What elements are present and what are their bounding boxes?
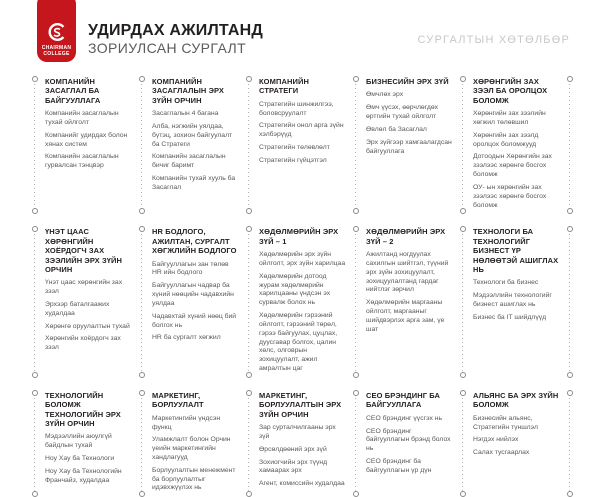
course-card [467, 390, 565, 497]
course-topic: Ноу Хау ба Технологийн Франчайз, худалдаа [45, 467, 122, 484]
column-divider [565, 226, 574, 378]
course-topic: Борлуулалтын менежмент ба борлуулалтыг идэвхжүүлэх нь [152, 466, 236, 492]
course-topic: Бизнесийн альянс, Стратегийн түншлэл [473, 414, 538, 431]
title-line2: ЗОРИУЛСАН СУРГАЛТ [88, 40, 247, 57]
course-topic: HR ба сургалт хөгжил [152, 334, 221, 342]
course-topics [152, 110, 239, 193]
course-topic: Маркетингийн үндсэн функц [152, 414, 221, 431]
course-topic: Хөрөнгийн хоёрдогч зах зээл [45, 335, 121, 352]
course-topic: Байгууллагын зан төлөв HR ийн бодлого [152, 260, 229, 277]
course-title: СЕО БРЭНДИНГ БА БАЙГУУЛЛАГА [366, 390, 440, 410]
course-topic: Технологи ба бизнес [473, 279, 539, 287]
course-topic: СЕО брэндинг ба байгууллагын үр дүн [366, 457, 432, 474]
course-title: ХӨДӨЛМӨРИЙН ЭРХ ЗҮЙ – 2 [366, 227, 446, 246]
course-topic: Өвлөл ба Засаглал [366, 125, 427, 133]
course-topic: Стратегийн төлөвлөлт [259, 144, 330, 152]
course-topic: Стратегийн онол арга зүйн хэлбэрүүд [259, 122, 344, 139]
course-topic: Өмч үүсэх, өөрчлөгдөх өртгийн тухай ойлголт [366, 104, 439, 121]
course-title: ҮНЭТ ЦААС ХӨРӨНГИЙН ХОЁРДОГЧ ЗАХ ЗЭЭЛИЙН ЭРХ ЗҮЙН ОРЧИН [45, 227, 123, 274]
column-divider [244, 76, 253, 214]
chairman-college-logo [37, 0, 76, 62]
course-topic: Компанийг удирдах болон хянах систем [45, 131, 128, 148]
course-topic: Агент, комиссийн худалдаа [259, 480, 345, 488]
course-topics [259, 424, 346, 489]
column-divider [351, 76, 360, 214]
course-card [146, 226, 244, 378]
course-card [146, 390, 244, 497]
course-card [253, 76, 351, 214]
course-topics [366, 251, 453, 334]
course-topics [259, 251, 346, 374]
course-topic: Эрхээр баталгаажих худалдаа [45, 300, 110, 317]
program-label: СУРГАЛТЫН ХӨТӨЛБӨР [417, 34, 570, 46]
course-card [253, 226, 351, 378]
cs-monogram-icon [46, 21, 68, 43]
course-topic: Эрх зүйгээр хамгаалагдсан байгууллага [366, 138, 452, 155]
curriculum-row-3 [30, 390, 574, 497]
course-title: ХӨДӨЛМӨРИЙН ЭРХ ЗҮЙ – 1 [259, 227, 339, 246]
course-topic: Компанийн тухай хууль ба Засаглал [152, 175, 236, 191]
course-topic: Хөрөнгийн зах зээлийн хөгжил төлөвшил [473, 110, 546, 126]
course-topic: Компанийн засаглалын бичиг баримт [152, 153, 226, 170]
course-topic: Хөрөнгө оруулалтын тухай [45, 322, 130, 330]
column-divider [351, 226, 360, 378]
logo-text-line2: COLLEGE [43, 50, 70, 57]
course-topics [45, 279, 132, 353]
course-topic: Алба, нэгжийн уялдаа, бүтэц, зохион байгуулалт ба Стратеги [152, 122, 233, 148]
course-topic: Хөрөнгийн зах зээлд оролцох боломжууд [473, 131, 539, 148]
course-card [360, 76, 458, 214]
course-title: КОМПАНИЙН ЗАСАГЛАЛЫН ЭРХ ЗҮЙН ОРЧИН [152, 77, 224, 105]
column-divider [137, 390, 146, 497]
course-topics [473, 415, 560, 458]
curriculum-grid [0, 72, 600, 497]
column-divider [137, 76, 146, 214]
course-topic: Үнэт цаас хөрөнгийн зах зээл [45, 279, 123, 296]
column-divider [30, 390, 39, 497]
course-topic: Өмчлөх эрх [366, 91, 404, 99]
course-topic: Мэдээллийн технологийг бизнест ашиглах нь [473, 292, 552, 308]
course-topics [259, 101, 346, 166]
course-card [360, 390, 458, 497]
course-card [39, 226, 137, 378]
course-topic: Ажилтанд ногдуулах сахилгын шийтгэл, түүний эрх зүйн зохицуулалт, зохицуулалтанд гардаг нийтлэг зөрчил [366, 251, 449, 294]
course-card [39, 76, 137, 214]
course-topics [152, 415, 239, 494]
course-card [253, 390, 351, 497]
course-topic: Стратегийн гүйцэтгэл [259, 156, 327, 164]
course-topic: Уламжлалт болон Орчин үеийн маркетингийн хандлагууд [152, 436, 231, 461]
course-topic: СЕО брэндинг үүсгэх нь [366, 414, 443, 422]
course-topics [366, 91, 453, 156]
course-topics [473, 279, 560, 322]
course-topic: СЕО брэндинг байгууллагын брэнд болох нь [366, 427, 451, 453]
course-topics [45, 110, 132, 171]
column-divider [458, 226, 467, 378]
course-topic: Зохиогчийн эрх түүнд хамаарах эрх [259, 458, 328, 475]
course-topic: Хөдөлмөрийн гэрээний ойлголт, гэрээний төрөл, гэрээ байгуулах, цуцлах, дуусгавар болгох, цалин хөлс, олговрын зохицуулалт, ажил амралтын цаг [259, 312, 338, 373]
curriculum-row-1 [30, 76, 574, 214]
course-topic: Мэдээллийн аюулгүй байдлын тухай [45, 433, 112, 450]
course-topic: Стратегийн шинжилгээ, боловсруулалт [259, 100, 334, 117]
course-topic: Компанийн засаглалын тухай ойлголт [45, 110, 119, 126]
column-divider [30, 76, 39, 214]
course-topic: Дотоодын Хөрөнгийн зах зээлээс хөрөнгө босгох боломж [473, 153, 552, 179]
column-divider [351, 390, 360, 497]
course-card [39, 390, 137, 497]
course-title: ХӨРӨНГИЙН ЗАХ ЗЭЭЛ БА ОРОЛЦОХ БОЛОМЖ [473, 77, 548, 105]
title-line1: УДИРДАХ АЖИЛТАНД [88, 22, 263, 39]
page-header [0, 0, 600, 72]
course-topic: Ноу Хау ба Технологи [45, 455, 115, 463]
course-topic: Зар сурталчилгааны эрх зүй [259, 424, 336, 440]
course-topic: Хөдөлмөрийн эрх зүйн ойлголт, эрх зүйн харилцаа [259, 251, 346, 267]
course-title: АЛЬЯНС БА ЭРХ ЗҮЙН БОЛОМЖ [473, 390, 559, 410]
course-topics [152, 261, 239, 344]
course-title: HR БОДЛОГО, АЖИЛТАН, СУРГАЛТ ХӨГЖЛИЙН БОДЛОГО [152, 227, 237, 256]
column-divider [458, 76, 467, 214]
course-topics [45, 433, 132, 485]
course-card [467, 226, 565, 378]
course-title: МАРКЕТИНГ, БОРЛУУЛАЛТ [152, 390, 204, 410]
course-title: КОМПАНИЙН ЗАСАГЛАЛ БА БАЙГУУЛЛАГА [45, 77, 101, 105]
course-card [146, 76, 244, 214]
column-divider [458, 390, 467, 497]
course-card [467, 76, 565, 214]
course-topic: Хөдөлмөрийн маргааны ойлголт, маргааныг шийдвэрлэх арга зам, үе шат [366, 299, 445, 333]
course-topic: Чадавхтай хүний нөөц бий болгох нь [152, 312, 237, 329]
column-divider [565, 390, 574, 497]
course-title: МАРКЕТИНГ, БОРЛУУЛАЛТЫН ЭРХ ЗҮЙН ОРЧИН [259, 390, 342, 419]
course-topic: Засаглалын 4 багана [152, 110, 219, 118]
column-divider [244, 390, 253, 497]
course-card [360, 226, 458, 378]
course-topic: Байгууллагын чадвар ба хүний нөөцийн чадавхийн уялдаа [152, 282, 234, 307]
page-title [88, 22, 263, 57]
course-topic: Компанийн засаглалын гурвалсан тэнцвэр [45, 153, 119, 170]
column-divider [30, 226, 39, 378]
course-topic: Хөдөлмөрийн дотоод журам хөдөлмөрийн харилцааны үндсэн эх сурвалж болох нь [259, 272, 331, 307]
column-divider [565, 76, 574, 214]
course-topic: Өрсөлдөөний эрх зүй [259, 445, 327, 453]
curriculum-row-2 [30, 226, 574, 378]
course-title: КОМПАНИЙН СТРАТЕГИ [259, 77, 309, 96]
course-title: ТЕХНОЛОГИ БА ТЕХНОЛОГИЙГ БИЗНЕСТ ҮР НӨЛӨӨТЭЙ АШИГЛАХ НЬ [473, 227, 559, 274]
course-topic: ОУ- ын хөрөнгийн зах зээлээс хөрөнгө босгох боломж [473, 183, 547, 209]
course-title: ТЕХНОЛОГИЙН БОЛОМЖ ТЕХНОЛОГИЙН ЭРХ ЗҮЙН ОРЧИН [45, 390, 121, 429]
course-topic: Бизнес ба IT шийдлүүд [473, 313, 547, 321]
course-topic: Нэгдэх нийлэх [473, 436, 519, 444]
logo-text-line1: CHAIRMAN [41, 44, 72, 51]
course-topics [473, 110, 560, 210]
column-divider [244, 226, 253, 378]
column-divider [137, 226, 146, 378]
course-topic: Салах тусгаарлах [473, 449, 530, 457]
course-title: БИЗНЕСИЙН ЭРХ ЗҮЙ [366, 77, 449, 86]
